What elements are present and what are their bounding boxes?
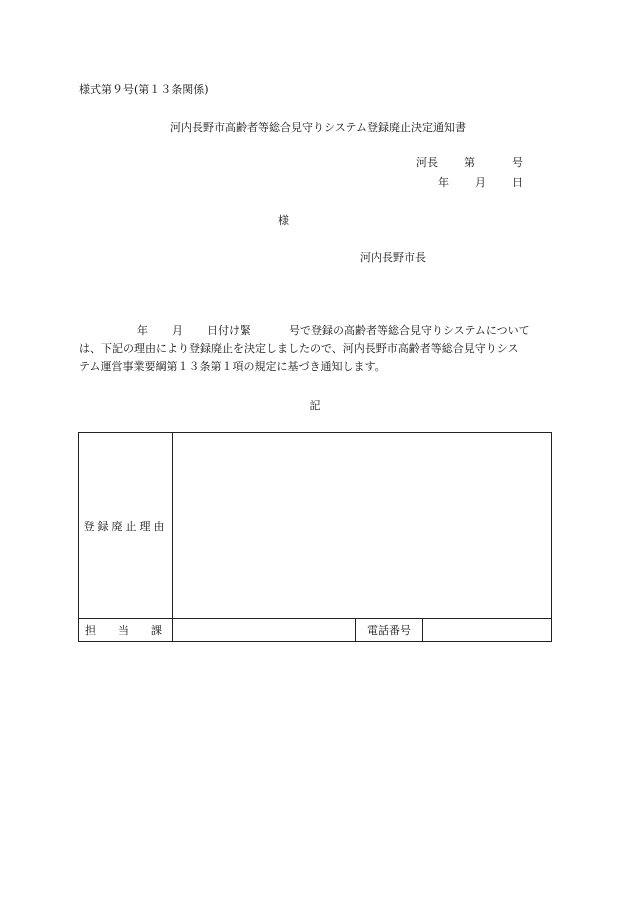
document-title: 河内長野市高齢者等総合見守りシステム登録廃止決定通知書 [170, 121, 466, 134]
dept-label-char-1: 担 [85, 624, 96, 637]
doc-number-dai: 第 [464, 156, 475, 169]
date-month: 月 [475, 176, 486, 189]
body-line-2: は、下記の理由により登録廃止を決定しましたので、河内長野市高齢者等総合見守りシス [79, 342, 519, 355]
body-line-3: テム運営事業要綱第１３条第１項の規定に基づき通知します。 [79, 360, 386, 373]
reason-label: 登録廃止理由 [79, 433, 173, 619]
body-year: 年 [137, 324, 148, 337]
doc-number-prefix: 河長 [416, 156, 438, 169]
issuer-name: 河内長野市長 [360, 251, 426, 264]
recipient-honorific: 様 [278, 214, 289, 227]
body-line-1 [79, 322, 549, 340]
form-number: 様式第９号(第１３条関係) [79, 83, 209, 96]
date-year: 年 [438, 176, 449, 189]
reason-field[interactable] [173, 433, 552, 619]
dept-label-char-3: 課 [151, 624, 162, 637]
dept-label-char-2: 当 [118, 624, 129, 637]
date-day: 日 [512, 176, 523, 189]
department-field[interactable] [173, 619, 356, 642]
body-day: 日付け緊 [207, 324, 251, 337]
body-month: 月 [172, 324, 183, 337]
department-label [79, 619, 173, 642]
body-line1-rest: 号で登録の高齢者等総合見守りシステムについて [289, 324, 530, 337]
phone-field[interactable] [423, 619, 552, 642]
notice-body [79, 322, 549, 376]
doc-number-go: 号 [512, 156, 523, 169]
reason-table [78, 432, 552, 642]
phone-label: 電話番号 [356, 619, 423, 642]
ki-heading: 記 [309, 399, 321, 412]
